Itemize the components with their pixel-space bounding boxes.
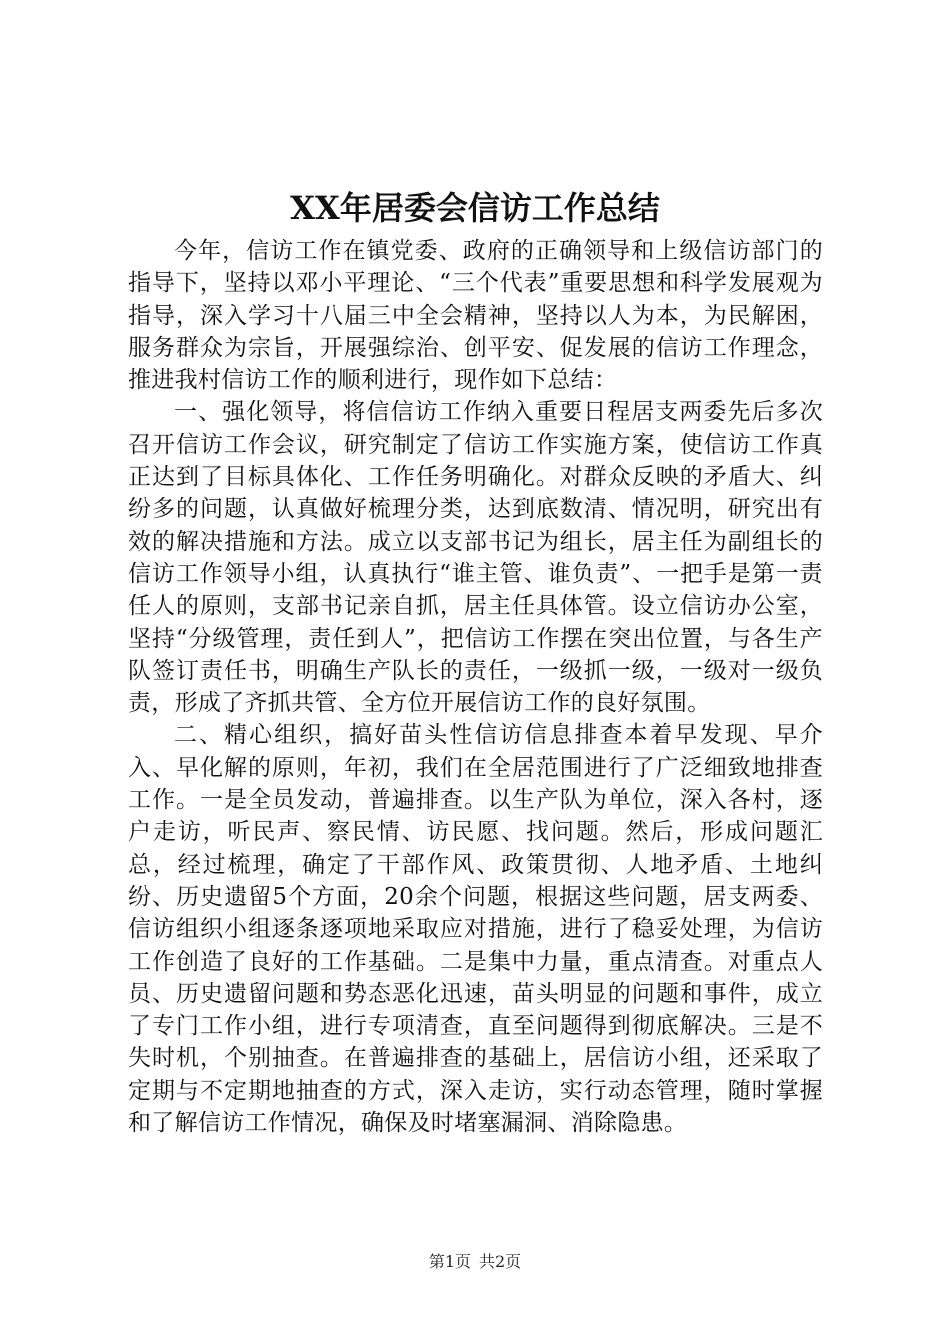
document-title: XX年居委会信访工作总结: [290, 189, 660, 227]
paragraph-intro: 今年，信访工作在镇党委、政府的正确领导和上级信访部门的指导下，坚持以邓小平理论、“三个代表”重要思想和科学发展观为指导，深入学习十八届三中全会精神，坚持以人为本，为民解困，服务群众为宗旨，开展强综治、创平安、促发展的信访工作理念，推进我村信访工作的顺利进行，现作如下总结：: [128, 238, 823, 394]
document-body: [128, 235, 823, 1139]
page-footer: [0, 1252, 950, 1272]
page-number: 第1页: [428, 1252, 471, 1271]
page-total: 共2页: [479, 1252, 522, 1271]
paragraph-section-2: 二、精心组织，搞好苗头性信访信息排查本着早发现、早介入、早化解的原则，年初，我们在全居范围进行了广泛细致地排查工作。一是全员发动，普遍排查。以生产队为单位，深入各村，逐户走访，听民声、察民情、访民愿、找问题。然后，形成问题汇总，经过梳理，确定了干部作风、政策贯彻、人地矛盾、土地纠纷、历史遗留5个方面，20余个问题，根据这些问题，居支两委、信访组织小组逐条逐项地采取应对措施，进行了稳妥处理，为信访工作创造了良好的工作基础。二是集中力量，重点清查。对重点人员、历史遗留问题和势态恶化迅速，苗头明显的问题和事件，成立了专门工作小组，进行专项清查，直至问题得到彻底解决。三是不失时机，个别抽查。在普遍排查的基础上，居信访小组，还采取了定期与不定期地抽查的方式，深入走访，实行动态管理，随时掌握和了解信访工作情况，确保及时堵塞漏洞、消除隐患。: [128, 722, 823, 1137]
paragraph-section-1: 一、强化领导，将信信访工作纳入重要日程居支两委先后多次召开信访工作会议，研究制定了信访工作实施方案，使信访工作真正达到了目标具体化、工作任务明确化。对群众反映的矛盾大、纠纷多的问题，认真做好梳理分类，达到底数清、情况明，研究出有效的解决措施和方法。成立以支部书记为组长，居主任为副组长的信访工作领导小组，认真执行“谁主管、谁负责”、一把手是第一责任人的原则，支部书记亲自抓，居主任具体管。设立信访办公室，坚持“分级管理，责任到人”，把信访工作摆在突出位置，与各生产队签订责任书，明确生产队长的责任，一级抓一级，一级对一级负责，形成了齐抓共管、全方位开展信访工作的良好氛围。: [128, 399, 823, 717]
